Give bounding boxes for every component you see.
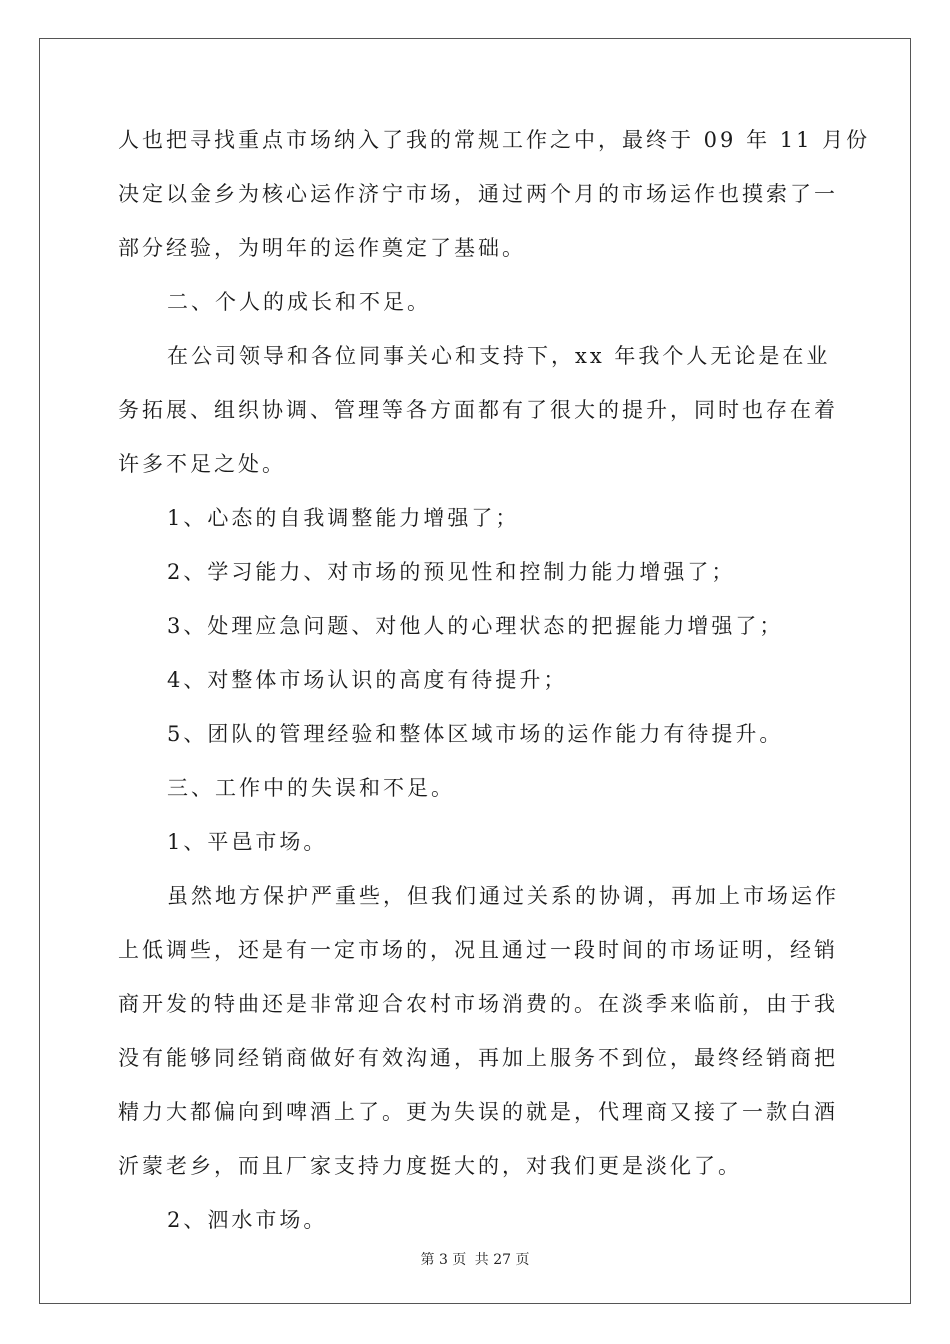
subsection-heading: 2、泗水市场。 [167,1208,328,1232]
text-line: 决定以金乡为核心运作济宁市场，通过两个月的市场运作也摸索了一 [118,182,838,206]
list-item: 3、处理应急问题、对他人的心理状态的把握能力增强了； [167,614,784,638]
section-heading: 三、工作中的失误和不足。 [167,776,455,800]
page-footer [0,1249,950,1269]
text-line: 沂蒙老乡，而且厂家支持力度挺大的，对我们更是淡化了。 [118,1154,742,1178]
text-line: 在公司领导和各位同事关心和支持下，xx 年我个人无论是在业 [167,344,831,368]
text-line: 许多不足之处。 [118,452,286,476]
text-line: 上低调些，还是有一定市场的，况且通过一段时间的市场证明，经销 [118,938,838,962]
list-item: 1、心态的自我调整能力增强了； [167,506,520,530]
text-line: 人也把寻找重点市场纳入了我的常规工作之中，最终于 09 年 11 月份 [118,128,871,152]
text-line: 商开发的特曲还是非常迎合农村市场消费的。在淡季来临前，由于我 [118,992,838,1016]
list-item: 4、对整体市场认识的高度有待提升； [167,668,568,692]
section-heading: 二、个人的成长和不足。 [167,290,431,314]
page-total: 共 27 页 [474,1252,530,1268]
text-line: 没有能够同经销商做好有效沟通，再加上服务不到位，最终经销商把 [118,1046,838,1070]
text-line: 虽然地方保护严重些，但我们通过关系的协调，再加上市场运作 [167,884,839,908]
text-line: 精力大都偏向到啤酒上了。更为失误的就是，代理商又接了一款白酒 [118,1100,838,1124]
text-line: 务拓展、组织协调、管理等各方面都有了很大的提升，同时也存在着 [118,398,838,422]
list-item: 5、团队的管理经验和整体区域市场的运作能力有待提升。 [167,722,784,746]
text-line: 部分经验，为明年的运作奠定了基础。 [118,236,526,260]
subsection-heading: 1、平邑市场。 [167,830,328,854]
page-number: 第 3 页 [420,1252,467,1268]
list-item: 2、学习能力、对市场的预见性和控制力能力增强了； [167,560,736,584]
